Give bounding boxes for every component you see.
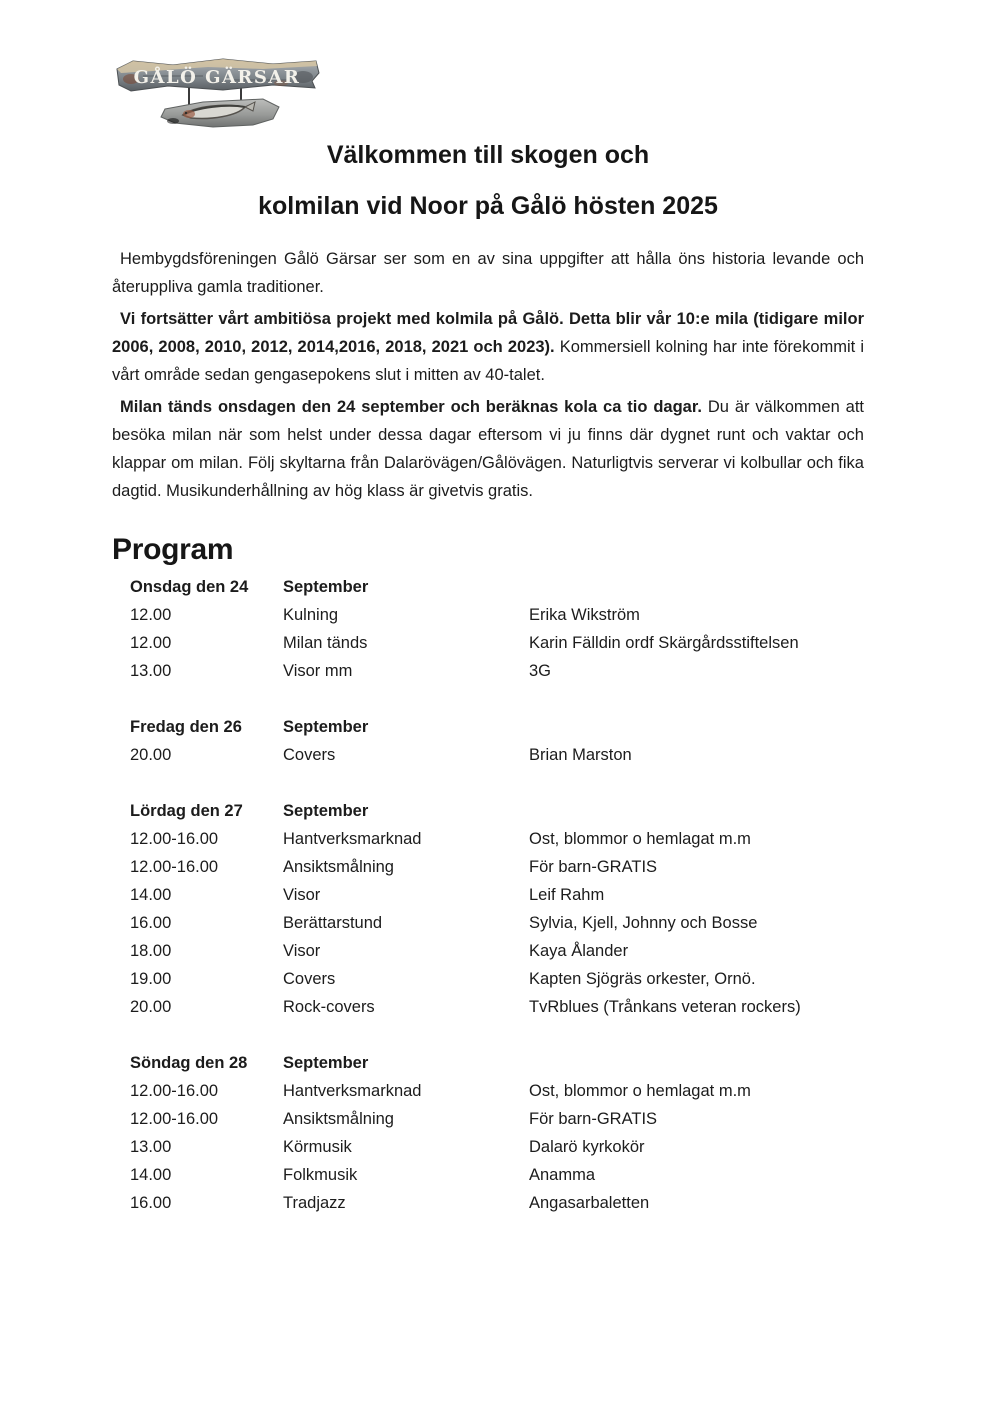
- program-day-section: [130, 713, 864, 769]
- logo-image: [113, 55, 321, 139]
- program-row: [130, 1077, 864, 1105]
- program-cell-time: 19.00: [130, 970, 172, 988]
- program-cell-performer: Anamma: [529, 1166, 596, 1184]
- program-cell-performer: Karin Fälldin ordf Skärgårdsstiftelsen: [529, 634, 799, 652]
- program-cell-time: 12.00-16.00: [130, 830, 219, 848]
- program-cell-performer: Leif Rahm: [529, 886, 605, 904]
- program-cell-activity: Ansiktsmålning: [283, 858, 394, 876]
- program-row: [130, 993, 864, 1021]
- program-cell-performer: Sylvia, Kjell, Johnny och Bosse: [529, 914, 758, 932]
- day-name: Söndag den 28: [130, 1054, 248, 1072]
- program-cell-activity: Körmusik: [283, 1138, 352, 1156]
- program-cell-performer: Erika Wikström: [529, 606, 640, 624]
- sign-plank: [117, 59, 319, 91]
- program-cell-performer: Kaya Ålander: [529, 942, 629, 960]
- day-name: Onsdag den 24: [130, 578, 249, 596]
- day-header-spacer: [529, 797, 864, 825]
- program-row: [130, 965, 864, 993]
- page-title-line-2: kolmilan vid Noor på Gålö hösten 2025: [258, 192, 718, 220]
- program-day-header: [130, 797, 864, 825]
- day-rows: [130, 1077, 864, 1217]
- program-cell-activity: Visor: [283, 942, 321, 960]
- program-cell-performer: 3G: [529, 662, 552, 680]
- program-day-section: [130, 1049, 864, 1217]
- program-cell-activity: Hantverksmarknad: [283, 1082, 422, 1100]
- visit-paragraph: [112, 393, 864, 505]
- day-header-spacer: [529, 713, 864, 741]
- program-schedule: [130, 573, 864, 1217]
- day-month: September: [283, 1054, 369, 1072]
- fish-plank: [161, 99, 279, 127]
- program-row: [130, 937, 864, 965]
- day-rows: [130, 741, 864, 769]
- program-cell-time: 12.00-16.00: [130, 1082, 219, 1100]
- program-cell-activity: Covers: [283, 970, 336, 988]
- program-row: [130, 1133, 864, 1161]
- program-cell-time: 13.00: [130, 1138, 172, 1156]
- program-day-section: [130, 573, 864, 685]
- program-cell-time: 12.00-16.00: [130, 858, 219, 876]
- day-name: Lördag den 27: [130, 802, 243, 820]
- day-month: September: [283, 718, 369, 736]
- program-day-header: [130, 713, 864, 741]
- program-row: [130, 881, 864, 909]
- program-cell-activity: Hantverksmarknad: [283, 830, 422, 848]
- program-heading: Program: [112, 533, 234, 566]
- program-cell-time: 13.00: [130, 662, 172, 680]
- program-cell-performer: Ost, blommor o hemlagat m.m: [529, 830, 751, 848]
- program-cell-time: 12.00-16.00: [130, 1110, 219, 1128]
- project-paragraph: [112, 305, 864, 389]
- program-cell-performer: Ost, blommor o hemlagat m.m: [529, 1082, 751, 1100]
- day-name: Fredag den 26: [130, 718, 242, 736]
- intro-paragraph: [112, 245, 864, 301]
- program-row: [130, 741, 864, 769]
- visit-regular-text: Du är välkommen att besöka milan när som helst under dessa dagar eftersom vi ju finns där dygnet runt och vaktar och klappar om milan. Följ skyltarna från Dalarövägen/Gålövägen. Naturligtvis serverar vi kolbullar och fika dagtid. Musikunderhållning av hög klass är givetvis gratis.: [112, 398, 864, 500]
- day-header-spacer: [529, 1049, 864, 1077]
- project-regular-text: Kommersiell kolning har inte förekommit i vårt område sedan gengasepokens slut i mitten av 40-talet.: [112, 338, 865, 384]
- program-cell-activity: Rock-covers: [283, 998, 375, 1016]
- logo: [113, 55, 321, 139]
- program-cell-activity: Visor: [283, 886, 321, 904]
- program-cell-time: 12.00: [130, 606, 172, 624]
- program-day-header: [130, 1049, 864, 1077]
- program-row: [130, 1189, 864, 1217]
- program-cell-activity: Milan tänds: [283, 634, 368, 652]
- program-day-section: [130, 797, 864, 1021]
- day-rows: [130, 601, 864, 685]
- program-cell-activity: Visor mm: [283, 662, 353, 680]
- program-cell-time: 18.00: [130, 942, 172, 960]
- program-row: [130, 657, 864, 685]
- program-row: [130, 825, 864, 853]
- program-cell-performer: Kapten Sjögräs orkester, Ornö.: [529, 970, 756, 988]
- program-cell-time: 12.00: [130, 634, 172, 652]
- program-cell-activity: Berättarstund: [283, 914, 383, 932]
- program-row: [130, 853, 864, 881]
- program-cell-activity: Tradjazz: [283, 1194, 346, 1212]
- program-cell-time: 20.00: [130, 998, 172, 1016]
- visit-bold-text: Milan tänds onsdagen den 24 september och beräknas kola ca tio dagar.: [120, 398, 702, 416]
- program-cell-time: 14.00: [130, 1166, 172, 1184]
- program-cell-activity: Kulning: [283, 606, 339, 624]
- intro-text: Hembygdsföreningen Gålö Gärsar ser som en av sina uppgifter att hålla öns historia levande och återuppliva gamla traditioner.: [112, 250, 864, 296]
- program-cell-time: 16.00: [130, 1194, 172, 1212]
- program-row: [130, 601, 864, 629]
- day-month: September: [283, 802, 369, 820]
- program-row: [130, 1161, 864, 1189]
- program-row: [130, 909, 864, 937]
- program-cell-activity: Ansiktsmålning: [283, 1110, 394, 1128]
- day-month: September: [283, 578, 369, 596]
- program-cell-performer: För barn-GRATIS: [529, 858, 658, 876]
- day-rows: [130, 825, 864, 1021]
- program-row: [130, 629, 864, 657]
- project-bold-text: Vi fortsätter vårt ambitiösa projekt med kolmila på Gålö. Detta blir vår 10:e mila (tidigare milor 2006, 2008, 2010, 2012, 2014,2016, 2018, 2021 och 2023).: [112, 310, 864, 356]
- program-cell-activity: Covers: [283, 746, 336, 764]
- program-row: [130, 1105, 864, 1133]
- logo-sign-text: GÅLÖ GÄRSAR: [133, 67, 301, 88]
- program-cell-performer: För barn-GRATIS: [529, 1110, 658, 1128]
- program-cell-activity: Folkmusik: [283, 1166, 358, 1184]
- program-cell-time: 14.00: [130, 886, 172, 904]
- program-cell-time: 20.00: [130, 746, 172, 764]
- day-header-spacer: [529, 573, 864, 601]
- program-cell-performer: Brian Marston: [529, 746, 632, 764]
- program-cell-performer: Angasarbaletten: [529, 1194, 650, 1212]
- program-cell-time: 16.00: [130, 914, 172, 932]
- page-title-line-1: Välkommen till skogen och: [326, 141, 650, 169]
- program-cell-performer: TvRblues (Trånkans veteran rockers): [529, 998, 801, 1016]
- program-day-header: [130, 573, 864, 601]
- program-cell-performer: Dalarö kyrkokör: [529, 1138, 645, 1156]
